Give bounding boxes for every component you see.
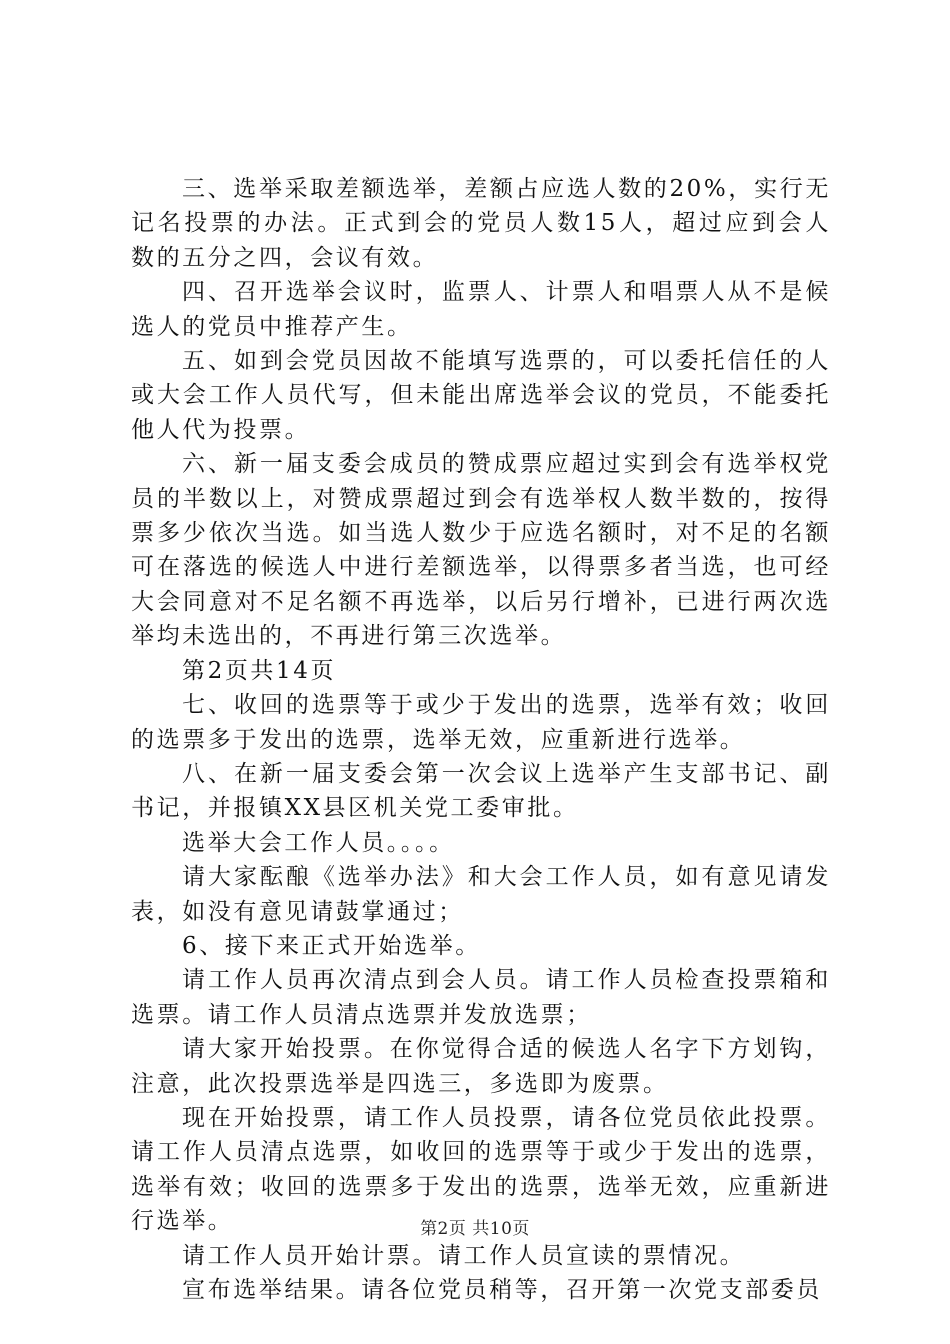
paragraph-counting: 请工作人员开始计票。请工作人员宣读的票情况。 [182, 1242, 746, 1269]
paragraph-rule-3: 三、选举采取差额选举，差额占应选人数的20%，实行无记名投票的办法。正式到会的党员人数15人，超过应到会人数的五分之四，会议有效。 [131, 176, 831, 271]
page-footer: 第2页 共10页 [420, 1219, 530, 1239]
paragraph-ballot-check: 请工作人员再次清点到会人员。请工作人员检查投票箱和选票。请工作人员清点选票并发放选票； [131, 967, 831, 1028]
paragraph-staff: 选举大会工作人员。。。。 [182, 829, 455, 856]
paragraph-rule-8: 八、在新一届支委会第一次会议上选举产生支部书记、副书记，并报镇XX县区机关党工委审批。 [131, 760, 831, 822]
paragraph-rule-5: 五、如到会党员因故不能填写选票的，可以委托信任的人或大会工作人员代写，但未能出席选举会议的党员，不能委托他人代为投票。 [131, 348, 831, 443]
paragraph-rule-6: 六、新一届支委会成员的赞成票应超过实到会有选举权党员的半数以上，对赞成票超过到会有选举权人数半数的，按得票多少依次当选。如当选人数少于应选名额时，对不足的名额可在落选的候选人中进行差额选举，以得票多者当选，也可经大会同意对不足名额不再选举，以后另行增补，已进行两次选举均未选出的，不再进行第三次选举。 [131, 451, 831, 650]
document-body [131, 172, 831, 1307]
paragraph-voting-start: 现在开始投票，请工作人员投票，请各位党员依此投票。请工作人员清点选票，如收回的选票等于或少于发出的选票，选举有效；收回的选票多于发出的选票，选举无效，应重新进行选举。 [131, 1104, 831, 1235]
paragraph-rule-4: 四、召开选举会议时，监票人、计票人和唱票人从不是候选人的党员中推荐产生。 [131, 279, 831, 340]
inline-page-number: 第2页共14页 [182, 657, 337, 684]
paragraph-rule-7: 七、收回的选票等于或少于发出的选票，选举有效；收回的选票多于发出的选票，选举无效，应重新进行选举。 [131, 692, 831, 753]
paragraph-deliberation: 请大家酝酿《选举办法》和大会工作人员，如有意见请发表，如没有意见请鼓掌通过； [131, 864, 831, 925]
paragraph-step-6: 6、接下来正式开始选举。 [182, 932, 481, 959]
paragraph-voting-instructions: 请大家开始投票。在你觉得合适的候选人名字下方划钩，注意，此次投票选举是四选三，多选即为废票。 [131, 1036, 831, 1097]
paragraph-results: 宣布选举结果。请各位党员稍等，召开第一次党支部委员 [182, 1277, 822, 1303]
